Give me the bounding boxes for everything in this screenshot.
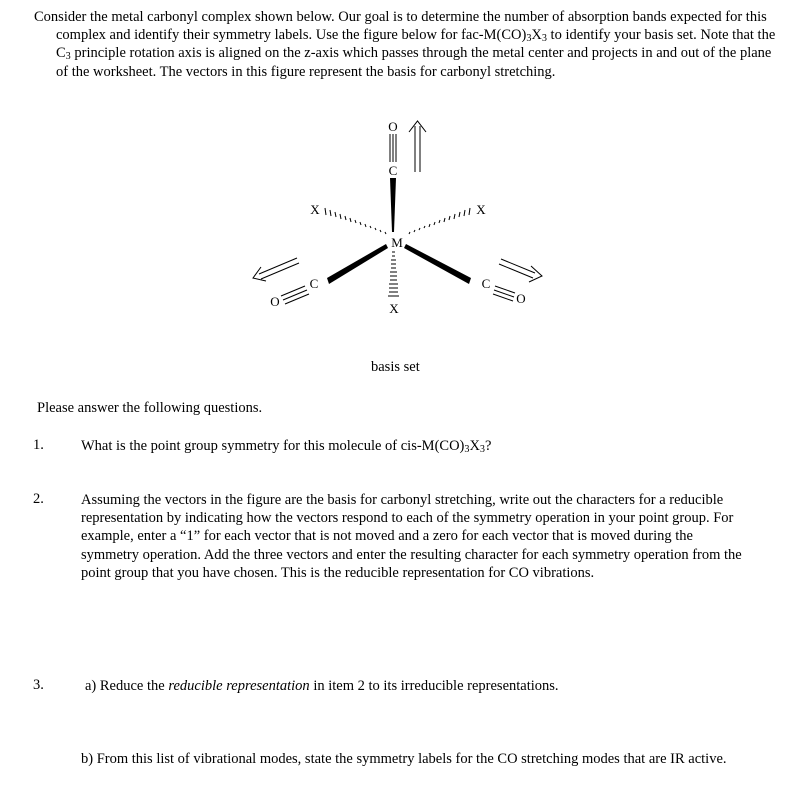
atom-metal: M (391, 235, 403, 250)
molecule-figure (245, 112, 555, 317)
wedge-bond-lower-left (327, 244, 388, 284)
question-3a-text: a) Reduce the reducible representation in item 2 to its irreducible representations. (85, 678, 559, 694)
question-1-number: 1. (33, 437, 44, 453)
atom-c-right: C (481, 276, 491, 291)
hash-bond-bottom (388, 252, 399, 296)
hash-bond-upper-right (409, 208, 470, 234)
atom-c-left: C (309, 276, 319, 291)
question-2-text: Assuming the vectors in the figure are the basis for carbonyl stretching, write out the characters for a reducible representation by indicating how the vectors respond to each of the symmetry operation in your point group. For example, enter a “1” for each vector that is not moved and a zero for each vector that is moved during the symmetry operation. Add the three vectors and enter the resulting character for each symmetry operation from the point group that you have chosen. This is the reducible representation for CO vibrations. (81, 492, 742, 581)
question-3b-text: b) From this list of vibrational modes, state the symmetry labels for the CO stretching modes that are IR active. (81, 751, 727, 767)
bond-co-right (493, 286, 515, 301)
wedge-bond-lower-right (404, 244, 471, 284)
question-1-text: What is the point group symmetry for this molecule of cis-$M(CO)_3X_3$? (81, 438, 492, 455)
hash-bond-upper-left (325, 208, 386, 234)
atom-o-right: O (516, 291, 526, 306)
atom-c-top: C (388, 163, 398, 178)
wedge-bond-top (390, 178, 396, 232)
instructions-text: Please answer the following questions. (37, 400, 263, 416)
basis-vector-lower-right (499, 259, 542, 282)
atom-x-upper-left: X (310, 202, 320, 217)
atom-o-left: O (270, 294, 280, 309)
intro-paragraph: Consider the metal carbonyl complex shown below. Our goal is to determine the number of absorption bands expected for this complex and identify their symmetry labels. Use the figure below for fac-$M(CO)_3X_3$ to identify your basis set. Note that the $C_3$ principle rotation axis is aligned on the z-axis which passes through the metal center and projects in and out of the plane of the worksheet. The vectors in this figure represent the basis for carbonyl stretching. (34, 9, 776, 80)
figure-caption: basis set (371, 359, 420, 375)
basis-vector-top (409, 121, 426, 172)
bond-co-left (281, 286, 309, 304)
atom-x-bottom: X (389, 301, 399, 316)
question-2-number: 2. (33, 491, 44, 507)
atom-o-top: O (388, 119, 398, 134)
basis-vector-lower-left (253, 258, 299, 281)
question-3-number: 3. (33, 677, 44, 693)
atom-x-upper-right: X (476, 202, 486, 217)
